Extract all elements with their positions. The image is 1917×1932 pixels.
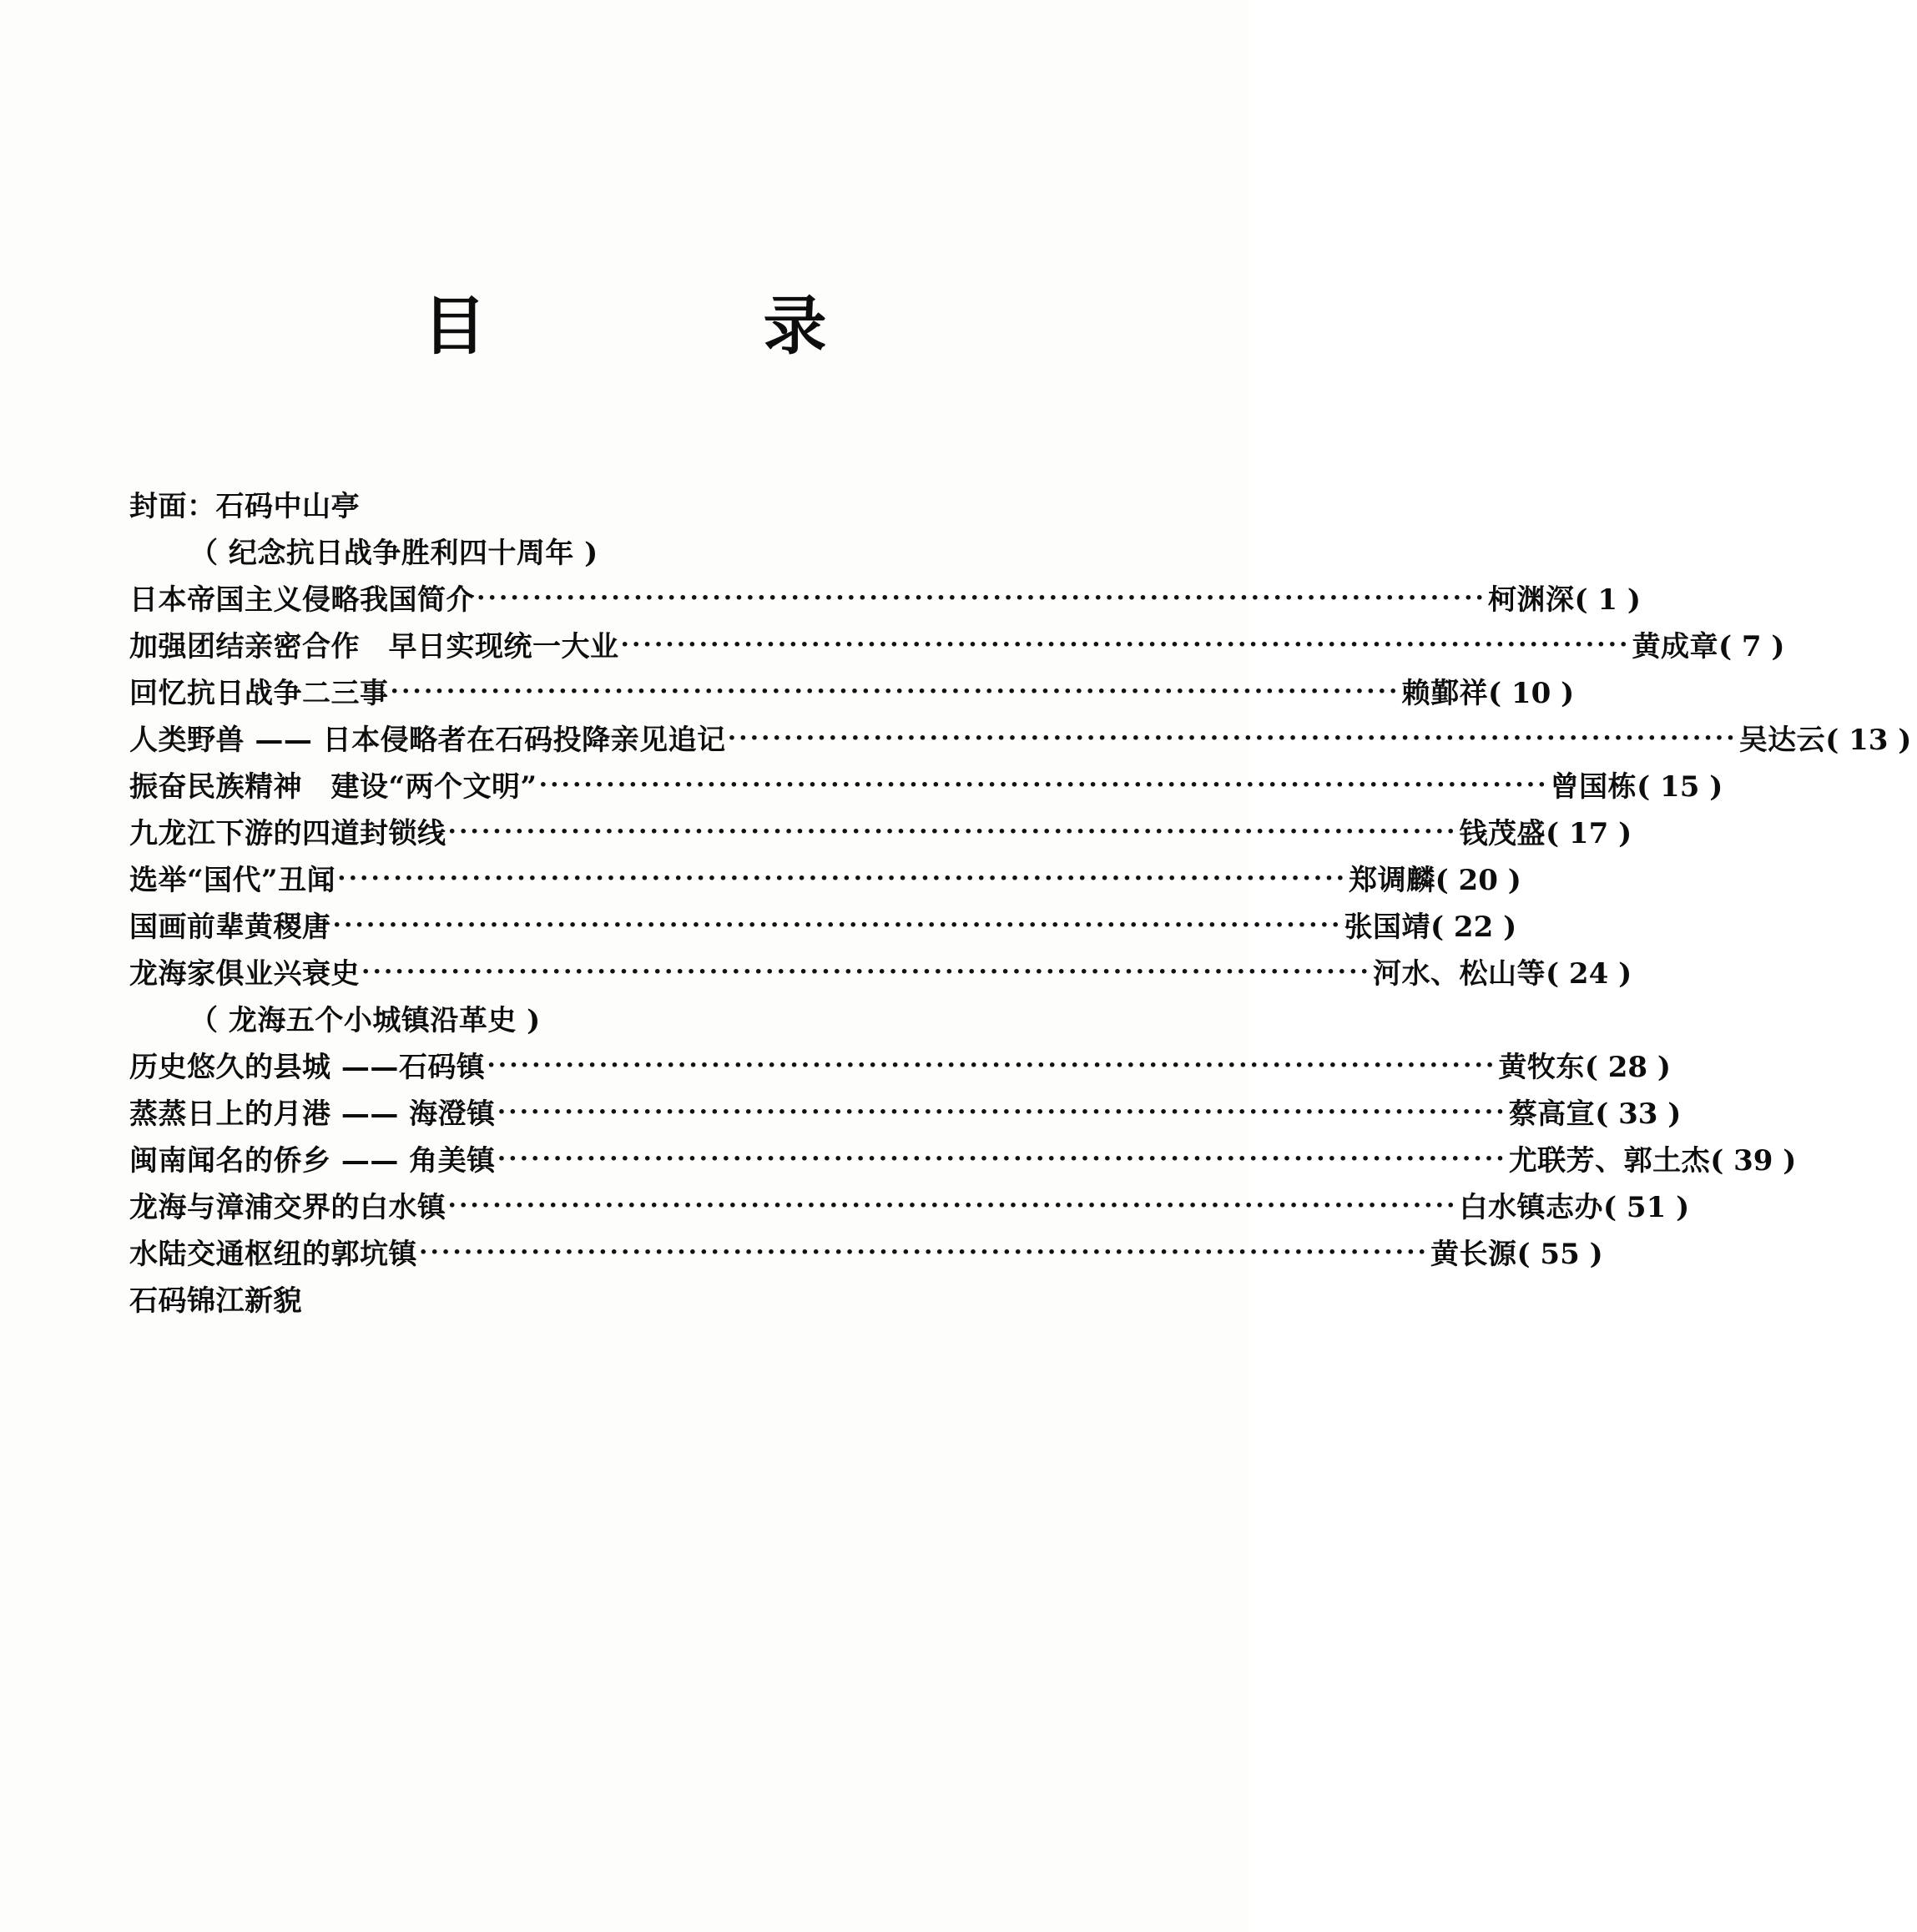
toc-entry-label: （ 龙海五个小城镇沿革史 )	[189, 1004, 541, 1037]
toc-entry-label: 蒸蒸日上的月港 —— 海澄镇	[129, 1097, 496, 1131]
toc-leader-dots: ··························································································	[390, 677, 1400, 706]
toc-entry-author: 赖鄞祥	[1401, 677, 1488, 710]
page-title: 目 录	[422, 289, 877, 363]
toc-leader-dots: ··························································································	[487, 1051, 1497, 1080]
toc-leader-dots: ··························································································	[419, 1238, 1429, 1267]
toc-entry	[129, 1284, 1122, 1334]
toc-entry-page: ( 33 )	[1595, 1097, 1682, 1131]
toc-entry-author: 河水、松山等	[1373, 957, 1546, 991]
toc-entry-author: 蔡高宣	[1508, 1097, 1596, 1131]
toc-entry-label: 振奋民族精神 建设“两个文明”	[129, 770, 537, 804]
toc-entry-label: 龙海与漳浦交界的白水镇	[129, 1191, 446, 1224]
toc-entry-author: 白水镇志办	[1459, 1191, 1603, 1224]
toc-entry-author: 黄成章	[1632, 630, 1718, 663]
toc-entry-author: 柯渊深	[1488, 583, 1575, 617]
toc-entry-label: 加强团结亲密合作 早日实现统一大业	[129, 630, 619, 663]
toc-entry-label: （ 纪念抗日战争胜利四十周年 )	[189, 537, 598, 570]
toc-entry-page: ( 13 )	[1825, 724, 1912, 757]
toc-entry	[129, 864, 1521, 913]
toc-entry-page: ( 22 )	[1430, 911, 1517, 944]
toc-entry-author: 黄长源	[1430, 1238, 1517, 1271]
toc-entry	[129, 539, 1122, 586]
toc-entry-page: ( 20 )	[1435, 864, 1521, 897]
toc-leader-dots: ··························································································	[477, 583, 1486, 613]
toc-entry-page: ( 24 )	[1546, 957, 1632, 991]
toc-entry-label: 选举“国代”丑闻	[129, 864, 336, 897]
toc-leader-dots: ··························································································	[497, 1097, 1507, 1127]
toc-leader-dots: ··························································································	[497, 1144, 1507, 1173]
toc-entry-page: ( 51 )	[1603, 1191, 1690, 1224]
toc-entry-author: 张国靖	[1344, 911, 1430, 944]
toc-entry-label: 回忆抗日战争二三事	[129, 677, 389, 710]
toc-entry-page: ( 28 )	[1584, 1051, 1672, 1084]
toc-entry	[129, 677, 1575, 726]
toc-entry-label: 国画前辈黄稷唐	[129, 911, 331, 944]
toc-entry-page: ( 7 )	[1718, 630, 1785, 663]
toc-entry-label: 水陆交通枢纽的郭坑镇	[129, 1238, 417, 1271]
toc-entry-author: 郑调麟	[1349, 864, 1435, 897]
toc-leader-dots: ··························································································	[361, 957, 1371, 986]
toc-entry-label: 人类野兽 —— 日本侵略者在石码投降亲见追记	[129, 724, 726, 757]
toc-entry-author: 黄牧东	[1498, 1051, 1585, 1084]
toc-entry-label: 封面：石码中山亭	[129, 490, 360, 523]
toc-leader-dots: ··························································································	[337, 864, 1348, 893]
toc-entry-author: 尤联芳、郭土杰	[1508, 1144, 1711, 1178]
toc-entry-page: ( 1 )	[1574, 583, 1642, 617]
toc-entry-author: 曾国栋	[1550, 770, 1637, 804]
toc-entry	[129, 1144, 1797, 1193]
toc-entry	[129, 1191, 1690, 1240]
toc-entry-label: 闽南闻名的侨乡 —— 角美镇	[129, 1144, 496, 1178]
toc-entry-label: 历史悠久的县城 ——石码镇	[129, 1051, 486, 1084]
toc-leader-dots: ··························································································	[447, 1191, 1458, 1220]
toc-entry	[129, 957, 1632, 1006]
toc-entry-author: 吴达云	[1738, 724, 1826, 757]
toc-entry	[129, 630, 1785, 679]
toc-entry	[129, 1051, 1672, 1100]
toc-leader-dots: ··························································································	[727, 724, 1738, 753]
toc-entry-page: ( 10 )	[1488, 677, 1575, 710]
toc-leader-dots: ··························································································	[620, 630, 1631, 659]
toc-entry	[129, 583, 1642, 633]
toc-entry	[129, 770, 1723, 820]
toc-entry-page: ( 39 )	[1710, 1144, 1797, 1178]
toc-entry-page: ( 55 )	[1516, 1238, 1603, 1271]
toc-entry	[129, 1097, 1682, 1147]
table-of-contents	[129, 490, 1912, 1334]
toc-leader-dots: ··························································································	[538, 770, 1549, 800]
toc-entry	[129, 724, 1912, 773]
toc-entry-label: 九龙江下游的四道封锁线	[129, 817, 446, 850]
toc-entry-label: 日本帝国主义侵略我国简介	[129, 583, 475, 617]
toc-entry	[129, 492, 1122, 539]
toc-entry	[129, 1006, 1122, 1053]
toc-entry	[129, 817, 1632, 866]
toc-leader-dots: ··························································································	[447, 817, 1458, 846]
toc-entry-author: 钱茂盛	[1459, 817, 1546, 850]
toc-entry-label: 石码锦江新貌	[129, 1284, 302, 1318]
toc-entry-page: ( 15 )	[1637, 770, 1723, 804]
toc-entry	[129, 1238, 1603, 1287]
toc-entry-label: 龙海家俱业兴衰史	[129, 957, 360, 991]
toc-entry	[129, 911, 1517, 960]
toc-entry-page: ( 17 )	[1546, 817, 1632, 850]
toc-leader-dots: ··························································································	[332, 911, 1343, 940]
